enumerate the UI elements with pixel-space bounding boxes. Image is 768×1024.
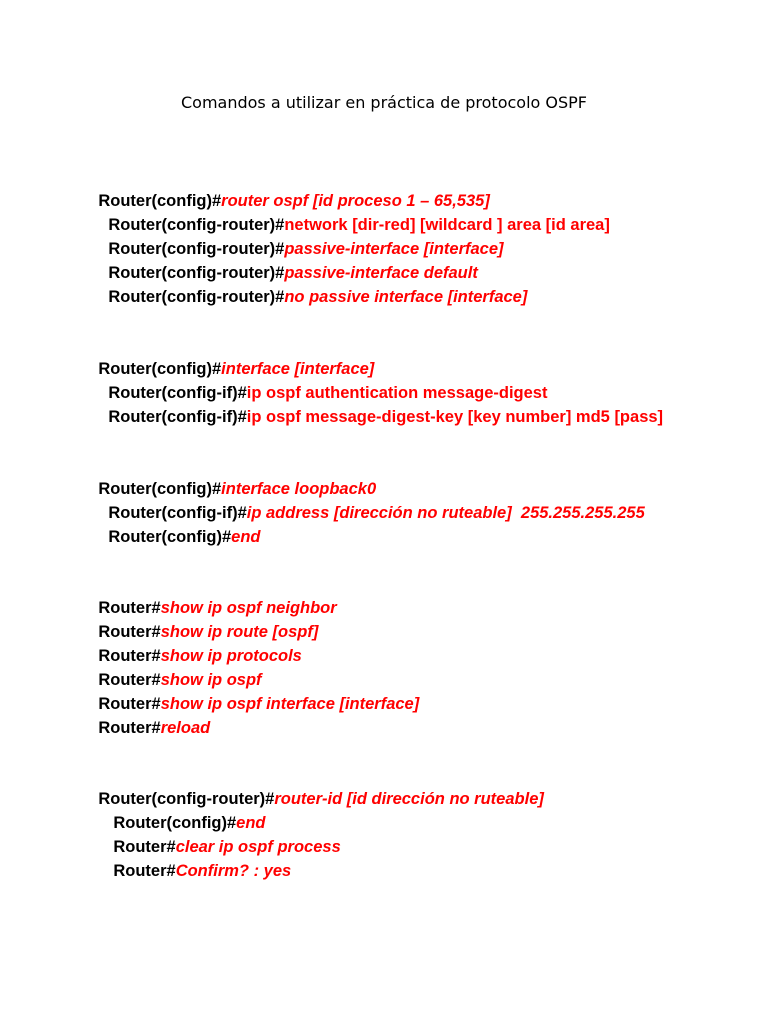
command-prompt: Router(config-router)# (108, 264, 285, 282)
command-text: ip ospf authentication message-digest (246, 384, 548, 402)
command-prompt: Router(config)# (98, 480, 222, 498)
command-prompt: Router(config-if)# (108, 504, 247, 522)
command-prompt: Router(config-router)# (108, 216, 285, 234)
command-text: show ip ospf interface [interface] (160, 695, 420, 713)
command-text: clear ip ospf process (175, 838, 341, 856)
command-prompt: Router# (98, 623, 161, 641)
command-line (90, 267, 527, 327)
command-text: network [dir-red] [wildcard ] area [id area] (284, 216, 610, 234)
command-prompt: Router(config-if)# (108, 384, 247, 402)
command-text: router ospf [id proceso 1 – 65,535] (221, 192, 490, 210)
command-text: ip ospf message-digest-key [key number] md5 [pass] (246, 408, 664, 426)
command-prompt: Router# (98, 671, 161, 689)
command-prompt: Router(config)# (113, 814, 237, 832)
command-prompt: Router(config-router)# (108, 240, 285, 258)
command-line (80, 698, 210, 758)
command-prompt: Router# (98, 719, 161, 737)
command-text: show ip ospf (160, 671, 262, 689)
command-text: reload (160, 719, 211, 737)
command-text: passive-interface default (284, 264, 478, 282)
command-prompt: Router# (113, 862, 176, 880)
command-prompt: Router# (113, 838, 176, 856)
page-title: Comandos a utilizar en práctica de protocolo OSPF (180, 93, 587, 112)
command-prompt: Router(config)# (98, 192, 222, 210)
command-text: passive-interface [interface] (284, 240, 504, 258)
command-prompt: Router# (98, 647, 161, 665)
command-text: end (236, 814, 266, 832)
command-prompt: Router(config)# (98, 360, 222, 378)
command-text: interface loopback0 (221, 480, 377, 498)
command-text: show ip ospf neighbor (160, 599, 337, 617)
command-text: Confirm? : yes (175, 862, 292, 880)
command-prompt: Router# (98, 695, 161, 713)
command-prompt: Router(config-if)# (108, 408, 247, 426)
command-line (95, 841, 291, 901)
command-text: interface [interface] (221, 360, 375, 378)
command-line (90, 387, 663, 447)
command-text: ip address [dirección no ruteable] 255.255.255.255 (246, 504, 645, 522)
command-line (90, 507, 261, 567)
command-text: router-id [id dirección no ruteable] (274, 790, 544, 808)
command-text: show ip route [ospf] (160, 623, 319, 641)
command-text: show ip protocols (160, 647, 302, 665)
command-prompt: Router(config-router)# (98, 790, 275, 808)
command-prompt: Router(config-router)# (108, 288, 285, 306)
command-prompt: Router(config)# (108, 528, 232, 546)
command-text: no passive interface [interface] (284, 288, 528, 306)
command-prompt: Router# (98, 599, 161, 617)
command-text: end (231, 528, 261, 546)
